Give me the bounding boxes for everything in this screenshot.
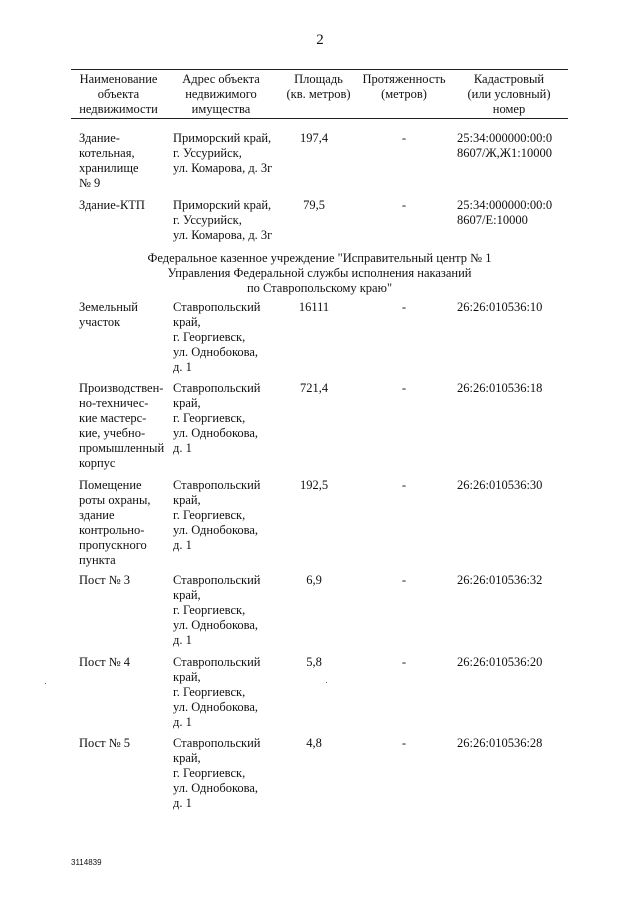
row-name: Здание-КТП — [79, 198, 145, 212]
row-cadastral: 26:26:010536:28 — [457, 736, 543, 750]
row-cadastral: 25:34:000000:00:0 8607/Ж,Ж1:10000 — [457, 131, 553, 160]
row-name: Производствен- но-техничес- кие мастерс- кие, учебно- промышленный корпус — [79, 381, 165, 470]
row-length: - — [401, 573, 407, 587]
footer-code: 3114839 — [71, 858, 102, 867]
row-length: - — [401, 300, 407, 314]
row-name: Пост № 3 — [79, 573, 131, 587]
row-length: - — [401, 655, 407, 669]
row-area: 197,4 — [299, 131, 329, 145]
header-name: Наименование объекта недвижимости — [79, 72, 158, 116]
scan-speck — [326, 682, 327, 683]
row-address: Ставропольский край, г. Георгиевск, ул. Однобокова, д. 1 — [173, 478, 261, 552]
header-address: Адрес объекта недвижимого имущества — [182, 72, 260, 116]
row-address: Ставропольский край, г. Георгиевск, ул. Однобокова, д. 1 — [173, 573, 261, 647]
header-area: Площадь (кв. метров) — [286, 72, 351, 101]
table-header-rule — [71, 118, 568, 119]
header-cadastral: Кадастровый (или условный) номер — [467, 72, 551, 116]
row-length: - — [401, 736, 407, 750]
row-cadastral: 26:26:010536:10 — [457, 300, 543, 314]
row-area: 4,8 — [306, 736, 322, 750]
row-name: Здание- котельная, хранилище № 9 — [79, 131, 139, 190]
row-address: Ставропольский край, г. Георгиевск, ул. Однобокова, д. 1 — [173, 736, 261, 810]
row-address: Приморский край, г. Уссурийск, ул. Комарова, д. 3ᴦ — [173, 198, 273, 242]
row-area: 79,5 — [303, 198, 325, 212]
row-name: Помещение роты охраны, здание контрольно- пропускного пункта — [79, 478, 151, 567]
row-length: - — [401, 198, 407, 212]
row-cadastral: 26:26:010536:20 — [457, 655, 543, 669]
row-length: - — [401, 478, 407, 492]
row-area: 6,9 — [306, 573, 322, 587]
row-area: 5,8 — [306, 655, 322, 669]
header-length: Протяженность (метров) — [362, 72, 446, 101]
row-cadastral: 25:34:000000:00:0 8607/Е:10000 — [457, 198, 553, 227]
row-cadastral: 26:26:010536:30 — [457, 478, 543, 492]
table-top-rule — [71, 69, 568, 70]
section-title: Федеральное казенное учреждение "Исправительный центр № 1 Управления Федеральной службы исполнения наказаний по Ставропольскому краю" — [147, 251, 492, 295]
row-name: Пост № 4 — [79, 655, 131, 669]
row-address: Ставропольский край, г. Георгиевск, ул. Однобокова, д. 1 — [173, 381, 261, 455]
scan-speck — [45, 683, 46, 684]
row-area: 192,5 — [299, 478, 329, 492]
row-length: - — [401, 381, 407, 395]
row-cadastral: 26:26:010536:18 — [457, 381, 543, 395]
row-length: - — [401, 131, 407, 145]
row-area: 16111 — [298, 300, 330, 314]
page-number: 2 — [316, 32, 324, 48]
row-name: Земельный участок — [79, 300, 138, 329]
row-area: 721,4 — [299, 381, 329, 395]
row-address: Приморский край, г. Уссурийск, ул. Комарова, д. 3ᴦ — [173, 131, 273, 175]
row-address: Ставропольский край, г. Георгиевск, ул. Однобокова, д. 1 — [173, 655, 261, 729]
row-name: Пост № 5 — [79, 736, 131, 750]
row-cadastral: 26:26:010536:32 — [457, 573, 543, 587]
row-address: Ставропольский край, г. Георгиевск, ул. Однобокова, д. 1 — [173, 300, 261, 374]
